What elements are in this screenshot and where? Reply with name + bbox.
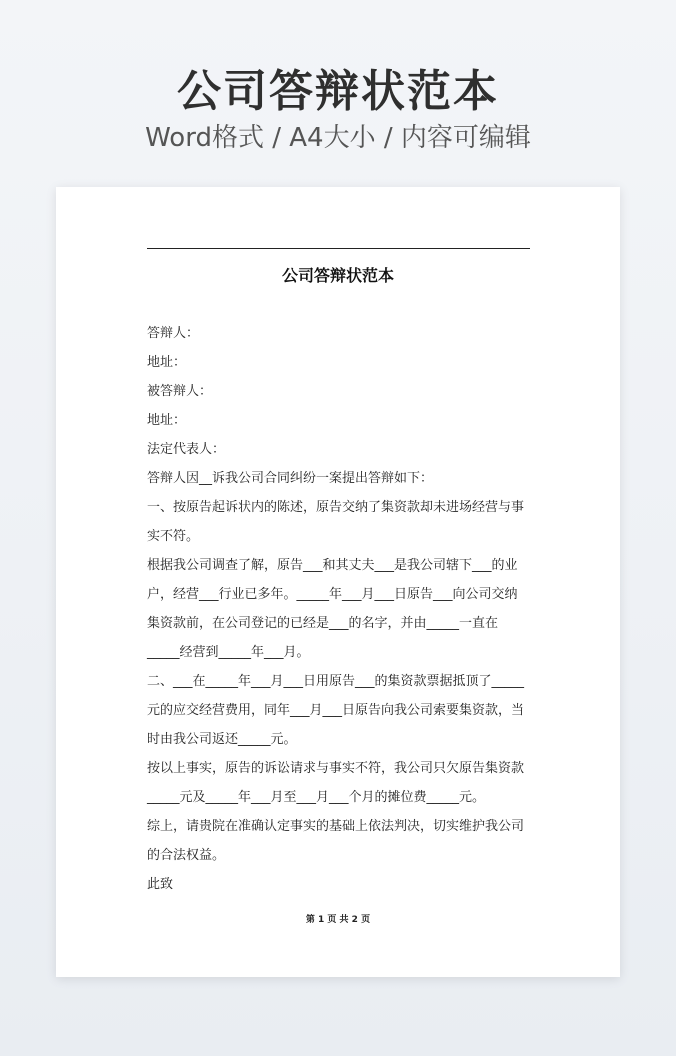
- paragraph-plaintiff: 被答辩人：: [147, 384, 213, 399]
- paragraph-intro: 答辩人因__诉我公司合同纠纷一案提出答辩如下：: [147, 471, 434, 486]
- paragraph-respondent: 答辩人：: [147, 326, 200, 341]
- paragraph-facts: 按以上事实，原告的诉讼请求与事实不符，我公司只欠原告集资款_____元及_____年___月至___月___个月的摊位费_____元。: [147, 761, 525, 805]
- paragraph-conclusion: 综上，请贵院在准确认定事实的基础上依法判决，切实维护我公司的合法权益。: [147, 819, 525, 863]
- paragraph-legal-representative: 法定代表人：: [147, 442, 226, 457]
- hero-title: 公司答辩状范本: [177, 66, 499, 117]
- paragraph-respondent-address: 地址：: [147, 355, 187, 370]
- page-number-footer: 第 1 页 共 2 页: [305, 915, 371, 925]
- paragraph-point-two: 二、___在_____年___月___日用原告___的集资款票据抵顶了_____元的应交经营费用，同年___月___日原告向我公司索要集资款，当时由我公司返还_____元。: [147, 674, 525, 747]
- document-page: [56, 187, 620, 977]
- document-title: 公司答辩状范本: [281, 266, 394, 285]
- paragraph-plaintiff-address: 地址：: [147, 413, 187, 428]
- paragraph-investigation: 根据我公司调查了解，原告___和其丈夫___是我公司辖下___的业户，经营___行业已多年。_____年___月___日原告___向公司交纳集资款前，在公司登记的已经是___的名字，并由_____一直在_____经营到_____年___月。: [147, 558, 518, 660]
- paragraph-closing: 此致: [147, 877, 174, 892]
- header-rule: [147, 248, 530, 249]
- hero-subtitle: Word格式 / A4大小 / 内容可编辑: [145, 123, 531, 153]
- paragraph-point-one: 一、按原告起诉状内的陈述，原告交纳了集资款却未进场经营与事实不符。: [147, 500, 525, 544]
- document-body: [147, 319, 530, 899]
